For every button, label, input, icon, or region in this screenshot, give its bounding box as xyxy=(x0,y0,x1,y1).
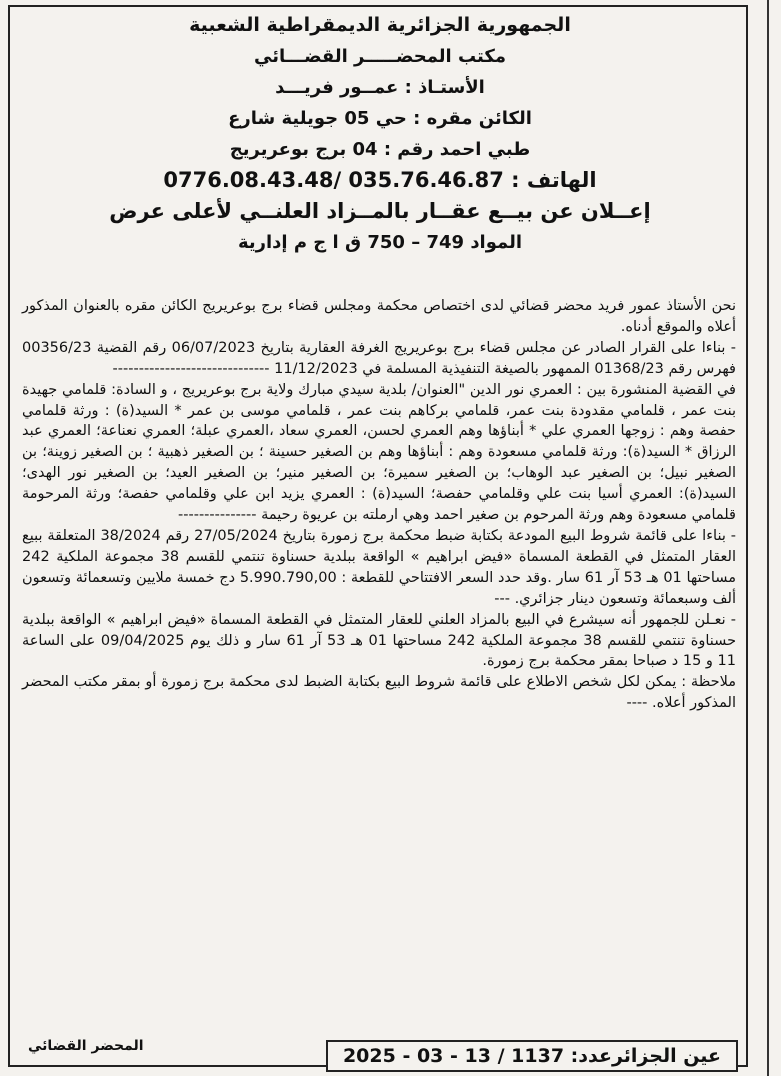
column-divider xyxy=(767,0,769,1076)
announcement-header xyxy=(70,10,690,258)
publication-reference: عين الجزائرعدد: 1137 / 13 - 03 - 2025 xyxy=(326,1040,738,1072)
address-line-2: طبي احمد رقم : 04 برج بوعريريج xyxy=(229,139,531,160)
note-paragraph: ملاحظة : يمكن لكل شخص الاطلاع على قائمة شروط البيع بكتابة الضبط لدى محكمة برج زمورة أو بمقر مكتب المحضر المذكور أعلاه. ---- xyxy=(22,674,736,712)
republic-title: الجمهورية الجزائرية الديمقراطية الشعبية xyxy=(189,14,571,36)
announcement-body xyxy=(22,296,736,714)
bailiff-name: الأستـاذ : عمــور فريـــد xyxy=(275,77,485,98)
intro-paragraph: نحن الأستاذ عمور فريد محضر قضائي لدى اختصاص محكمة ومجلس قضاء برج بوعريريج الكائن مقره بالعنوان المذكور أعلاه والموقع أدناه. xyxy=(22,298,736,335)
phone-numbers: الهاتف : 035.76.46.87 /0776.08.43.48 xyxy=(163,168,597,192)
court-decision-paragraph: - بناءا على القرار الصادر عن مجلس قضاء برج بوعريريج الغرفة العقارية بتاريخ 06/07/2023 رقم القضية 00356/23 فهرس رقم 01368/23 الممهور بالصيغة التنفيذية المسلمة في 11/12/2023 ------------------------------ xyxy=(22,339,736,377)
parties-paragraph: في القضية المنشورة بين : العمري نور الدين "العنوان/ بلدية سيدي مبارك ولاية برج بوعريريج ، و السادة: قلمامي جهيدة بنت عمر ، قلمامي مقدودة بنت عمر، قلمامي بركاهم بنت عمر ، قلمامي موسى بن عمر * السيد(ة) : ورثة قلمامي حفصة وهم : زوجها العمري علي * أبناؤها وهم العمري لحسن، العمري سعاد ،العمري عبلة؛ العمري نعناعة؛ العمري عبد الرزاق * السيد(ة): ورثة قلمامي مسعودة وهم : أبناؤها وهم بن الصغير حسينة ؛ بن الصغير ذهبية ؛ بن الصغير زوينة؛ بن الصغير نبيل؛ بن الصغير عبد الوهاب؛ بن الصغير سميرة؛ بن الصغير منير؛ بن الصغير العيد؛ بن الصغير نور الهدى؛ السيد(ة): العمري أسيا بنت علي وقلمامي حفصة؛ السيد(ة) : العمري يزيد ابن علي وقلمامي حفصة؛ ورثة المرحومة قلمامي مسعودة وهم ورثة المرحوم بن صغير احمد وهي ارملته بن عريوة رحيمة --------------- xyxy=(22,381,736,524)
office-title: مكتب المحضـــــر القضـــائي xyxy=(253,46,507,67)
bailiff-signature: المحضر القضائي xyxy=(28,1038,144,1054)
legal-articles: المواد 749 – 750 ق ا ج م إدارية xyxy=(237,232,523,253)
address-line-1: الكائن مقره : حي 05 جويلية شارع xyxy=(228,108,532,129)
sale-conditions-paragraph: - بناءا على قائمة شروط البيع المودعة بكتابة ضبط محكمة برج زمورة بتاريخ 27/05/2024 رقم 38/2024 المتعلقة ببيع العقار المتمثل في القطعة المسماة «فيض ابراهيم » الواقعة ببلدية حسناوة تنتمي للقسم 38 مجموعة الملكية 242 مساحتها 01 هـ 53 آر 61 سار .وقد حدد السعر الافتتاحي للقطعة : 5.990.790,00 دج خمسة ملايين وتسعمائة وتسعون ألف وسبعمائة وتسعون دينار جزائري. --- xyxy=(22,527,737,607)
auction-notice-paragraph: - نعـلن للجمهور أنه سيشرع في البيع بالمزاد العلني للعقار المتمثل في القطعة المسماة «فيض ابراهيم » الواقعة ببلدية حسناوة تنتمي للقسم 38 مجموعة الملكية 242 مساحتها 01 هـ 53 آر 61 سار و ذلك يوم 09/04/2025 على الساعة 11 و 15 د صباحا بمقر محكمة برج زمورة. xyxy=(22,611,737,670)
announcement-title: إعــلان عن بيــع عقــار بالمــزاد العلنــي لأعلى عرض xyxy=(109,199,651,223)
